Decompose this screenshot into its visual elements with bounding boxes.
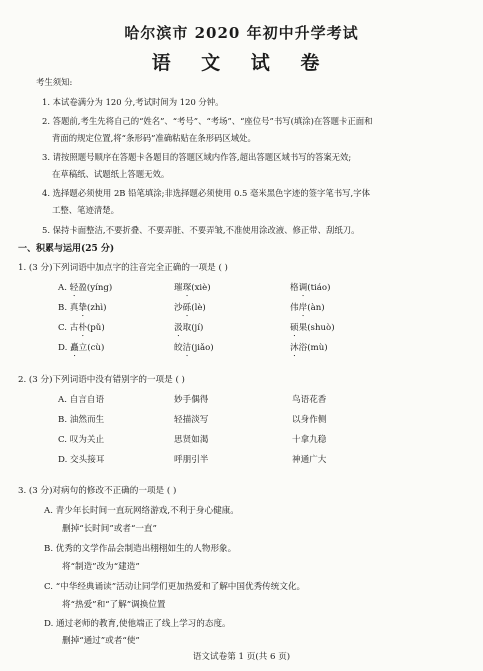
q3-option-d-fix: 删掉“通过”或者“使” [62, 636, 140, 646]
notice-item-2-cont: 背面的规定位置,将“条形码”准确粘贴在条形码区域处。 [52, 133, 256, 143]
q1-option-b-word3: 伟岸(àn) [290, 303, 325, 313]
q1-option-a-word3: 格调(tiáo) [290, 283, 331, 293]
q1-option-a-word1: A. 轻盈(yíng) [58, 283, 113, 293]
q3-option-b-fix: 将“制造”改为“建造” [62, 562, 140, 572]
q3-option-a-fix: 删掉“长时间”或者“一直” [62, 524, 157, 534]
question-3-stem: 3. (3 分)对病句的修改不正确的一项是 ( ) [18, 486, 177, 496]
notice-item-4-cont: 工整、笔迹清楚。 [52, 205, 119, 215]
q2-option-b-word3: 以身作侧 [292, 415, 327, 425]
q2-option-b-word2: 轻描淡写 [174, 415, 209, 425]
q2-option-d-word1: D. 交头接耳 [58, 455, 105, 465]
q1-option-d-word1: D. 矗立(cù) [58, 343, 105, 353]
q2-option-c-word3: 十拿九稳 [292, 435, 327, 445]
q1-option-b-word2: 沙砾(lè) [174, 303, 206, 313]
exam-title: 哈尔滨市 2020 年初中升学考试 [124, 24, 359, 42]
q2-option-a-word1: A. 自言自语 [58, 395, 105, 405]
notice-item-5: 5. 保持卡面整洁,不要折叠、不要弄脏、不要弄皱,不准使用涂改液、修正带、刮纸刀。 [42, 225, 360, 235]
q2-option-c-word1: C. 叹为关止 [58, 435, 105, 445]
q2-option-a-word3: 鸟语花香 [292, 395, 327, 405]
q1-option-c-word2: 汲取(jí) [174, 323, 204, 333]
q1-option-d-word3: 沐浴(mù) [290, 343, 328, 353]
paper-title: 语 文 试 卷 [151, 52, 332, 74]
section-heading: 一、积累与运用(25 分) [18, 244, 115, 254]
q2-option-d-word3: 神通广大 [292, 455, 327, 465]
q1-option-d-word2: 皎洁(jiǎo) [174, 343, 214, 353]
q2-option-b-word1: B. 油然而生 [58, 415, 105, 425]
notice-item-3-cont: 在草稿纸、试题纸上答题无效。 [52, 169, 170, 179]
question-2-stem: 2. (3 分)下列词语中没有错别字的一项是 ( ) [18, 375, 185, 385]
q2-option-a-word2: 妙手偶得 [174, 395, 209, 405]
q1-option-c-word3: 硕果(shuò) [290, 323, 335, 333]
q2-option-c-word2: 思贤如渴 [174, 435, 209, 445]
q3-option-d: D. 通过老师的教育,使他端正了线上学习的态度。 [44, 619, 231, 629]
q1-option-c-word1: C. 古朴(pǔ) [58, 323, 105, 333]
notice-item-4: 4. 选择题必须使用 2B 铅笔填涂;非选择题必须使用 0.5 毫米黑色字迹的签字笔书写,字体 [42, 188, 370, 198]
q3-option-a: A. 青少年长时间一直玩网络游戏,不利于身心健康。 [44, 506, 239, 516]
q3-option-c: C. “中华经典诵读”活动让同学们更加热爱和了解中国优秀传统文化。 [44, 582, 306, 592]
notice-heading: 考生须知: [36, 77, 73, 87]
notice-item-3: 3. 请按照题号顺序在答题卡各题目的答题区域内作答,超出答题区域书写的答案无效; [42, 152, 352, 162]
q1-option-a-word2: 璀琛(xiè) [174, 283, 211, 293]
q3-option-b: B. 优秀的文学作品会制造出栩栩如生的人物形象。 [44, 544, 237, 554]
q1-option-b-word1: B. 真挚(zhì) [58, 303, 107, 313]
notice-item-2: 2. 答题前,考生先将自己的“姓名”、“考号”、“考场”、“座位号”书写(填涂)在答题卡正面和 [42, 116, 373, 126]
q3-option-c-fix: 将“热爱”和“了解”调换位置 [62, 600, 166, 610]
q2-option-d-word2: 呼朋引半 [174, 455, 209, 465]
notice-item-1: 1. 本试卷满分为 120 分,考试时间为 120 分钟。 [42, 97, 224, 107]
page-footer: 语文试卷第 1 页(共 6 页) [192, 652, 291, 662]
question-1-stem: 1. (3 分)下列词语中加点字的注音完全正确的一项是 ( ) [18, 263, 228, 273]
